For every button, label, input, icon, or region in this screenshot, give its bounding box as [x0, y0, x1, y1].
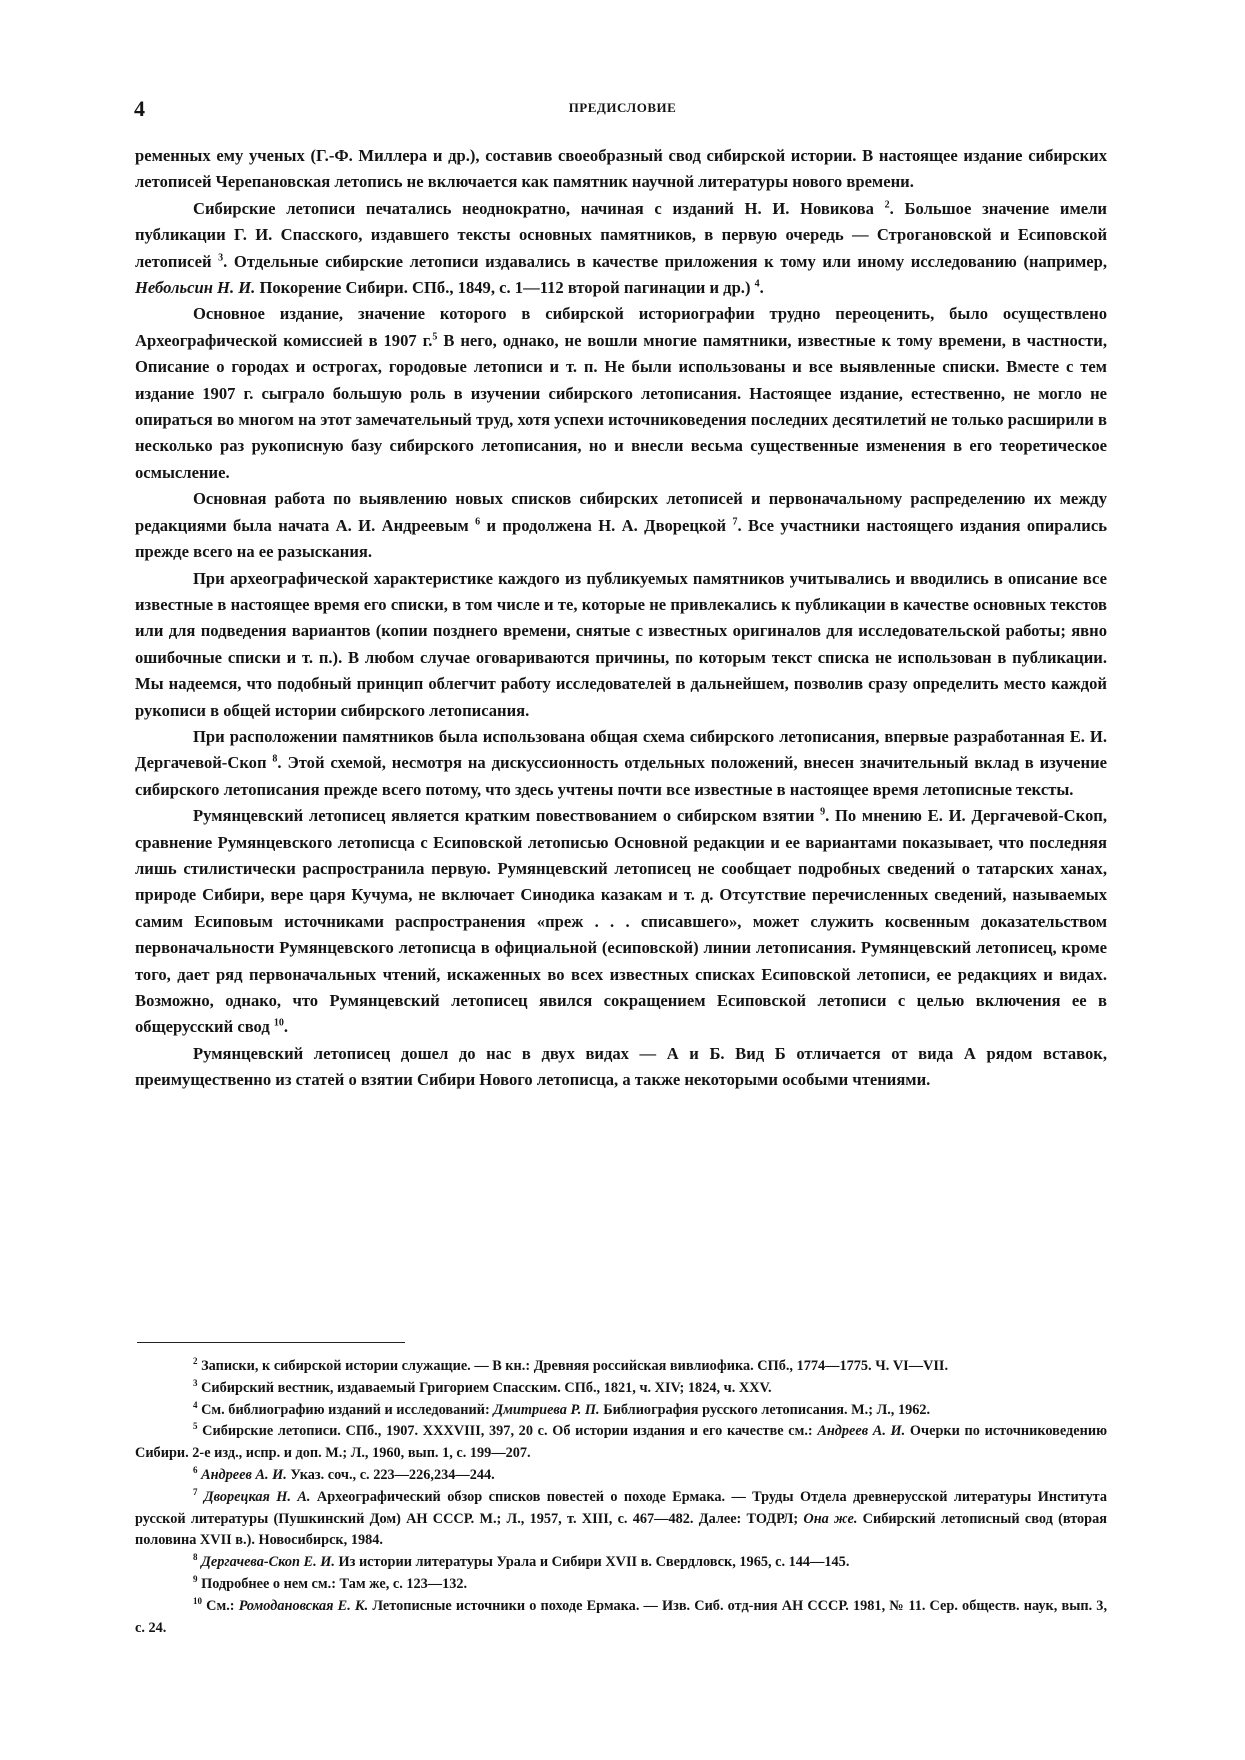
paragraph-7 — [135, 803, 1107, 1041]
footnote-7 — [135, 1487, 1107, 1552]
footnote-4 — [135, 1400, 1107, 1422]
paragraph-4-text-b: и продолжена Н. А. Дворецкой — [480, 515, 727, 535]
footnotes — [135, 1356, 1107, 1639]
paragraph-3 — [135, 301, 1107, 486]
paragraph-2-text-d: Покорение Сибири. СПб., 1849, с. 1—112 второй пагинации и др.) — [259, 278, 751, 298]
running-title: ПРЕДИСЛОВИЕ — [568, 100, 677, 115]
footnote-text: См.: — [206, 1597, 235, 1614]
footnote-text: Летописные источники о походе Ермака. — Изв. Сиб. отд-ния АН СССР. 1981, № 11. Сер. обществ. наук, вып. 3, с. 24. — [135, 1597, 1108, 1636]
paragraph-4-text-c: . Все участники настоящего издания опирались прежде всего на ее разыскания. — [135, 515, 1107, 562]
paragraph-3-text-a: Основное издание, значение которого в сибирской историографии трудно переоценить, было осуществлено Археографической комиссией в 1907 г. — [135, 304, 1107, 350]
footnote-2 — [135, 1356, 1107, 1378]
footnote-ref-4[interactable]: 4 — [754, 278, 760, 290]
footnote-text: Записки, к сибирской истории служащие. — В кн.: Древняя российская вивлиофика. СПб., 1774—1775. Ч. VI—VII. — [201, 1358, 949, 1374]
paragraph-4-text-a: Основная работа по выявлению новых списков сибирских летописей и первоначальному распределению их между редакциями была начата А. И. Андреевым — [135, 489, 1107, 535]
footnote-8 — [135, 1552, 1107, 1574]
footnote-author: Она же. — [803, 1510, 858, 1527]
footnote-text: Очерки по источниковедению Сибири. 2-е изд., испр. и доп. М.; Л., 1960, вып. 1, с. 199—207. — [135, 1423, 1108, 1462]
paragraph-7-text-a: является кратким повествованием о сибирском взятии — [385, 806, 815, 826]
footnote-text: См. библиографию изданий и исследований: — [201, 1401, 490, 1418]
main-text — [135, 143, 1107, 1094]
paragraph-5-text: При археографической характеристике каждого из публикуемых памятников учитывались и вводились в описание все известные в настоящее время его списки, в том числе и те, которые не привлекались к публикации в качестве основных текстов или для подведения вариантов (копии позднего времени, снятые с известных оригиналов для исследовательской работы; явно ошибочные списки и т. п.). В любом случае оговариваются причины, по которым текст списка не использован в публикации. Мы надеемся, что подобный принцип облегчит работу исследователей в дальнейшем, позволив сразу определить место каждой рукописи в общей истории сибирского летописания. — [135, 568, 1107, 720]
author-name: Небольсин Н. И. — [135, 278, 256, 298]
paragraph-6 — [135, 724, 1107, 803]
paragraph-2-text-b: . Большое значение имели публикации Г. И. Спасского, издавшего тексты основных памятников, в первую очередь — Строгановской и Есиповской летописей — [135, 198, 1107, 271]
footnote-text: Указ. соч., с. 223—226,234—244. — [290, 1466, 495, 1483]
footnote-number: 6 — [193, 1465, 198, 1476]
footnote-ref-8[interactable]: 8 — [272, 753, 278, 765]
paragraph-1-text: ременных ему ученых (Г.-Ф. Миллера и др.), составив своеобразный свод сибирской истории. В настоящее издание сибирских летописей Черепановская летопись не включается как памятник научной литературы нового времени. — [135, 146, 1107, 192]
footnote-ref-2[interactable]: 2 — [884, 199, 890, 211]
footnote-6 — [135, 1465, 1107, 1487]
footnote-divider — [137, 1342, 405, 1343]
footnote-text: Из истории литературы Урала и Сибири XVII в. Свердловск, 1965, с. 144—145. — [338, 1554, 850, 1571]
footnote-number: 5 — [193, 1421, 198, 1432]
footnote-author: Дергачева-Скоп Е. И. — [201, 1554, 335, 1571]
paragraph-6-text-b: . Этой схемой, несмотря на дискуссионность отдельных положений, внесен значительный вклад в изучение сибирского летописания прежде всего потому, что здесь учтены почти все известные в настоящее время летописные тексты. — [135, 753, 1107, 799]
footnote-text: Подробнее о нем см.: Там же, с. 123—132. — [201, 1575, 468, 1592]
footnote-number: 3 — [193, 1378, 198, 1389]
footnote-number: 9 — [193, 1574, 198, 1585]
footnote-text: Археографический обзор списков повестей о походе Ермака. — Труды Отдела древнерусской литературы Института русской литературы (Пушкинский Дом) АН СССР. М.; Л., 1957, т. XIII, с. 467—482. Далее: ТОДРЛ; — [135, 1488, 1108, 1527]
footnote-author: Дворецкая Н. А. — [203, 1488, 311, 1505]
footnote-text: Сибирские летописи. СПб., 1907. XXXVIII, 397, 20 с. Об истории издания и его качестве см.: — [202, 1423, 813, 1440]
footnote-9 — [135, 1574, 1107, 1596]
footnote-author: Андреев А. И. — [817, 1423, 906, 1440]
paragraph-2-text-a: Сибирские летописи печатались неоднократно, начиная с изданий Н. И. Новикова — [193, 198, 874, 218]
footnote-ref-3[interactable]: 3 — [218, 252, 224, 264]
paragraph-2-text-e: . — [759, 278, 764, 298]
footnote-5 — [135, 1421, 1107, 1465]
paragraph-3-text-b: В него, однако, не вошли многие памятники, известные к тому времени, в частности, Описание о городах и острогах, городовые летописи и т. п. Не были использованы и все выявленные списки. Вместе с тем издание 1907 г. сыграло большую роль в изучении сибирского летописания. Настоящее издание, естественно, не могло не опираться во многом на этот замечательный труд, хотя успехи источниковедения последних десятилетий не только расширили в несколько раз рукописную базу сибирского летописания, но и внесли весьма существенные изменения в его теоретическое осмысление. — [135, 330, 1107, 482]
paragraph-2-text-c: . Отдельные сибирские летописи издавались в качестве приложения к тому или иному исследованию (например, — [223, 251, 1108, 271]
footnote-number: 8 — [193, 1552, 198, 1563]
paragraph-7-text-b: . По мнению Е. И. Дергачевой-Скоп, сравнение Румянцевского летописца с Есиповской летописью Основной редакции и ее вариантами показывает, что последняя лишь стилистически распространила первую. Румянцевский летописец не сообщает подробных сведений о татарских ханах, природе Сибири, вере царя Кучума, не включает Синодика казакам и т. д. Отсутствие перечисленных сведений, называемых самим Есиповым источниками распространения «преж . . . списавшего», может служить косвенным доказательством первоначальности Румянцевского летописца в официальной (есиповской) линии летописания. Румянцевский летописец, кроме того, дает ряд первоначальных чтений, искаженных во всех известных списках Есиповской летописи, ее редакциях и видах. Возможно, однако, что Румянцевский летописец явился сокращением Есиповской летописи с целью включения ее в общерусский свод — [135, 806, 1107, 1037]
paragraph-5 — [135, 566, 1107, 724]
footnote-ref-6[interactable]: 6 — [475, 516, 481, 528]
paragraph-4 — [135, 486, 1107, 565]
paragraph-2 — [135, 196, 1107, 302]
footnote-author: Андреев А. И. — [201, 1466, 287, 1483]
footnote-number: 10 — [193, 1596, 202, 1606]
footnote-10 — [135, 1596, 1107, 1640]
footnote-text: Сибирский вестник, издаваемый Григорием Спасским. СПб., 1821, ч. XIV; 1824, ч. XXV. — [201, 1379, 772, 1396]
paragraph-7-text-c: . — [283, 1017, 289, 1037]
section-title: Румянцевский летописец — [193, 806, 386, 826]
footnote-ref-10[interactable]: 10 — [273, 1017, 284, 1029]
footnote-text: Сибирский летописный свод (вторая половина XVII в.). Новосибирск, 1984. — [135, 1510, 1108, 1549]
footnote-author: Дмитриева Р. П. — [493, 1401, 600, 1418]
footnote-ref-5[interactable]: 5 — [432, 331, 438, 343]
footnote-ref-9[interactable]: 9 — [820, 806, 826, 818]
page-number: 4 — [134, 96, 145, 121]
footnote-3 — [135, 1378, 1107, 1400]
footnote-number: 2 — [193, 1356, 198, 1367]
footnote-author: Ромодановская Е. К. — [238, 1597, 369, 1614]
footnote-text: Библиография русского летописания. М.; Л., 1962. — [603, 1401, 931, 1418]
footnote-number: 4 — [193, 1399, 198, 1410]
paragraph-1 — [135, 143, 1107, 196]
paragraph-6-text-a: При расположении памятников была использована общая схема сибирского летописания, впервые разработанная Е. И. Дергачевой-Скоп — [135, 726, 1107, 773]
paragraph-8-text: Румянцевский летописец дошел до нас в двух видах — А и Б. Вид Б отличается от вида А рядом вставок, преимущественно из статей о взятии Сибири Нового летописца, а также некоторыми особыми чтениями. — [135, 1043, 1107, 1090]
footnote-ref-7[interactable]: 7 — [732, 516, 738, 528]
footnote-number: 7 — [193, 1487, 198, 1498]
paragraph-8 — [135, 1041, 1107, 1094]
